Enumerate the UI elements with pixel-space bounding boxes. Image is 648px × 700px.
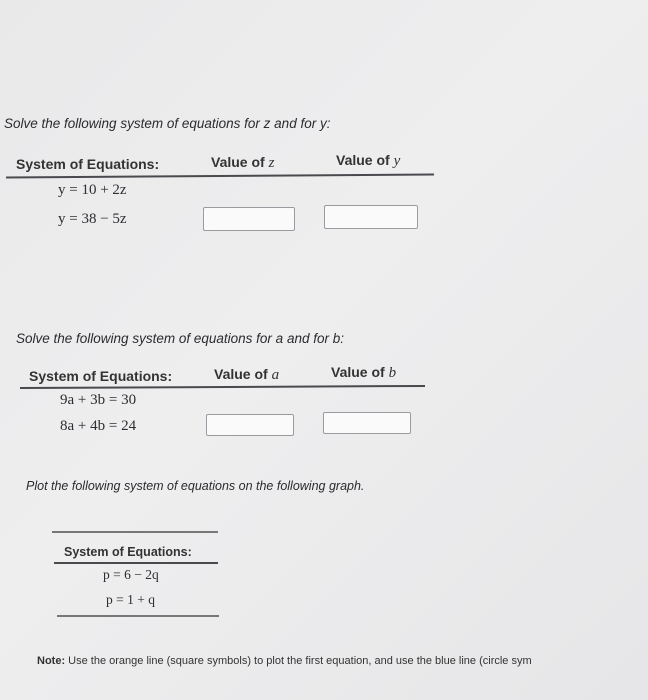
problem1-header-value-y: Value of y [336, 152, 401, 169]
value-b-input[interactable] [323, 412, 411, 434]
problem2-header-value-a: Value of a [214, 366, 280, 383]
problem3-equation-1: p = 6 − 2q [103, 567, 159, 582]
problem1-instructions: Solve the following system of equations for z and for y: [4, 116, 331, 131]
value-y-input[interactable] [324, 205, 418, 229]
note-label: Note: [37, 655, 66, 667]
value-a-input[interactable] [206, 414, 294, 436]
problem1-header-rule [6, 174, 434, 178]
problem2-instructions: Solve the following system of equations for a and for b: [16, 331, 345, 346]
problem1-header-system: System of Equations: [16, 156, 160, 172]
problem2-equation-2: 8a + 4b = 24 [60, 418, 137, 434]
value-z-input[interactable] [203, 207, 295, 231]
problem3-instructions: Plot the following system of equations on the following graph. [26, 479, 365, 493]
problem3-header-rule [54, 562, 218, 564]
graph-note [37, 655, 532, 667]
note-text: Use the orange line (square symbols) to plot the first equation, and use the blue line (circle sym [68, 655, 532, 667]
problem2-header-rule [20, 385, 425, 389]
problem2-header-value-b: Value of b [331, 364, 397, 381]
problem2-equation-1: 9a + 3b = 30 [60, 392, 137, 408]
problem2-header-system: System of Equations: [29, 368, 173, 384]
problem3-header-system: System of Equations: [64, 545, 192, 559]
problem1-equation-2: y = 38 − 5z [58, 211, 127, 227]
problem1-equation-1: y = 10 + 2z [58, 182, 127, 198]
problem3-bottom-rule [57, 615, 219, 617]
problem1-header-value-z: Value of z [211, 154, 275, 171]
problem3-equation-2: p = 1 + q [106, 592, 155, 607]
problem3-top-rule [52, 531, 218, 533]
